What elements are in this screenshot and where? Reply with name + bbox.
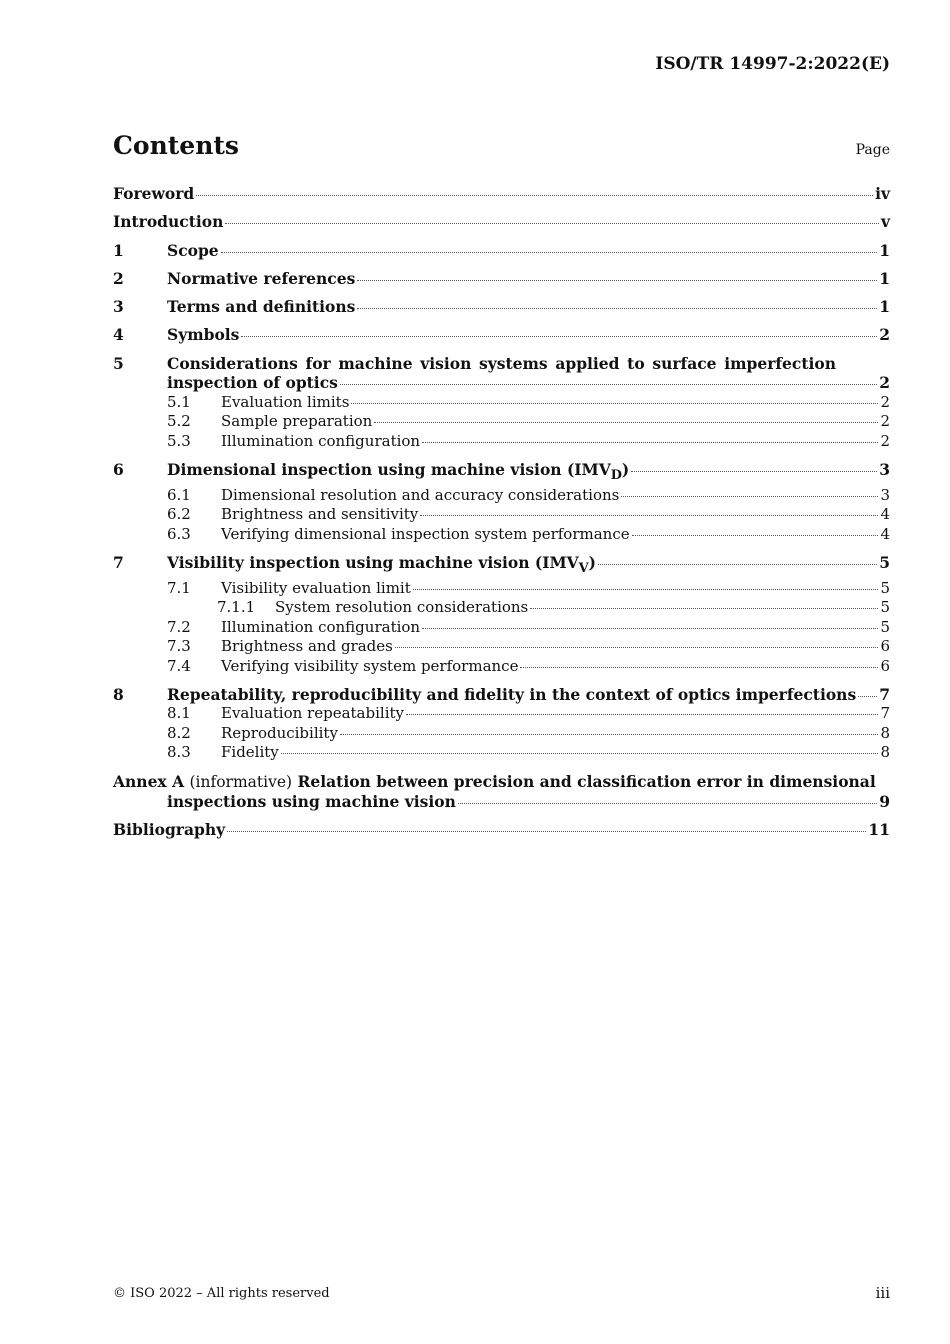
toc-number: 6.3	[167, 524, 191, 543]
toc-number: 8.2	[167, 723, 191, 742]
toc-number: 5	[113, 353, 124, 373]
leader-dots	[520, 666, 878, 668]
annex-info: (informative)	[189, 772, 293, 791]
toc-title: Illumination configuration	[221, 431, 421, 450]
toc-page: 2	[880, 412, 890, 431]
toc-entry-fidelity[interactable]	[113, 743, 890, 763]
toc-title: Foreword	[113, 184, 195, 203]
toc-title: Fidelity	[221, 743, 279, 762]
toc-number: 8	[113, 684, 124, 704]
toc-title	[167, 553, 596, 579]
toc-page: 1	[879, 268, 890, 288]
toc-number: 5.1	[167, 392, 191, 411]
toc-page: 7	[879, 684, 890, 704]
toc-entry-evaluation-repeatability[interactable]	[113, 704, 890, 724]
toc-number: 7.1	[167, 578, 191, 597]
toc-page: 4	[880, 505, 890, 524]
toc-title: Brightness and sensitivity	[221, 505, 419, 524]
toc-title: Introduction	[113, 212, 224, 232]
subscript: V	[578, 561, 589, 577]
toc-number: 5.2	[167, 412, 191, 431]
toc-number: 8.3	[167, 743, 191, 762]
leader-dots	[227, 830, 866, 832]
subscript: D	[610, 468, 622, 484]
toc-number: 2	[113, 268, 124, 288]
annex-title: Relation between precision and classification error in dimensional	[297, 771, 876, 791]
toc-entry-annex-a-cont[interactable]	[113, 792, 890, 812]
toc-entry-introduction[interactable]	[113, 212, 890, 232]
toc-number: 6.1	[167, 485, 191, 504]
toc-number: 7.4	[167, 656, 191, 675]
leader-dots	[631, 470, 877, 472]
toc-title-line1	[113, 772, 876, 793]
leader-dots	[406, 713, 878, 715]
toc-number: 4	[113, 325, 124, 345]
toc-entry-illumination-configuration[interactable]	[113, 432, 890, 452]
toc-entry-illumination-configuration-7[interactable]	[113, 618, 890, 638]
table-of-contents	[113, 184, 890, 840]
leader-dots	[458, 802, 877, 804]
toc-title: Evaluation repeatability	[221, 704, 404, 723]
toc-title: Brightness and grades	[221, 637, 393, 656]
leader-dots	[221, 251, 878, 253]
leader-dots	[413, 588, 879, 590]
leader-dots	[196, 194, 873, 196]
toc-title: Terms and definitions	[167, 297, 356, 317]
toc-page: 8	[880, 723, 890, 742]
toc-title: Illumination configuration	[221, 617, 421, 636]
toc-title: Visibility evaluation limit	[221, 578, 411, 597]
toc-title-close: )	[588, 552, 596, 572]
leader-dots	[357, 279, 877, 281]
leader-dots	[530, 607, 878, 609]
toc-page: 2	[879, 373, 890, 393]
toc-title: Verifying dimensional inspection system performance	[221, 524, 630, 543]
toc-number: 6.2	[167, 505, 191, 524]
leader-dots	[422, 627, 878, 629]
leader-dots	[422, 441, 878, 443]
toc-title: Sample preparation	[221, 412, 373, 431]
toc-number: 1	[113, 240, 124, 260]
toc-number: 3	[113, 297, 124, 317]
toc-title: Scope	[167, 240, 219, 260]
toc-title-text: Dimensional inspection using machine vision (IMV	[167, 460, 611, 480]
toc-title: Reproducibility	[221, 723, 338, 742]
leader-dots	[374, 421, 878, 423]
leader-dots	[241, 335, 877, 337]
toc-entry-bibliography[interactable]	[113, 820, 890, 840]
toc-title: Repeatability, reproducibility and fidelity in the context of optics imperfections	[167, 684, 857, 704]
toc-entry-dimensional-resolution[interactable]	[113, 486, 890, 506]
toc-number: 8.1	[167, 704, 191, 723]
toc-entry-reproducibility[interactable]	[113, 724, 890, 744]
toc-title: Dimensional resolution and accuracy considerations	[221, 485, 620, 504]
toc-entry-brightness-grades[interactable]	[113, 637, 890, 657]
contents-title: Contents	[113, 131, 240, 160]
toc-entry-considerations-cont[interactable]	[113, 373, 890, 393]
leader-dots	[281, 752, 879, 754]
toc-page: 5	[880, 617, 890, 636]
toc-page: 5	[880, 578, 890, 597]
page-number: iii	[875, 1284, 890, 1302]
toc-title: System resolution considerations	[275, 598, 529, 617]
toc-title: Symbols	[167, 325, 240, 345]
toc-title: Evaluation limits	[221, 392, 350, 411]
toc-entry-brightness-sensitivity[interactable]	[113, 505, 890, 525]
toc-page: 9	[879, 792, 890, 812]
toc-title: Normative references	[167, 268, 356, 288]
toc-title: Verifying visibility system performance	[221, 656, 519, 675]
toc-number: 5.3	[167, 431, 191, 450]
toc-number: 7.3	[167, 637, 191, 656]
toc-entry-visibility-inspection[interactable]	[113, 553, 890, 579]
document-id: ISO/TR 14997-2:2022(E)	[655, 54, 890, 74]
page-column-label: Page	[855, 142, 890, 158]
toc-entry-verifying-visibility[interactable]	[113, 657, 890, 677]
leader-dots	[395, 646, 879, 648]
toc-entry-repeatability[interactable]	[113, 685, 890, 705]
toc-entry-terms-and-definitions[interactable]	[113, 297, 890, 317]
leader-dots	[351, 402, 878, 404]
leader-dots	[420, 514, 878, 516]
toc-page: 2	[879, 325, 890, 345]
toc-page: 5	[880, 598, 890, 617]
toc-page: 2	[880, 392, 890, 411]
toc-page: 6	[880, 637, 890, 656]
toc-number: 7	[113, 552, 124, 572]
toc-page: 3	[879, 460, 890, 480]
toc-page: 4	[880, 524, 890, 543]
toc-page: v	[880, 212, 890, 232]
toc-entry-system-resolution[interactable]	[113, 598, 890, 618]
toc-entry-normative-references[interactable]	[113, 269, 890, 289]
toc-page: 1	[879, 297, 890, 317]
toc-page: 2	[880, 431, 890, 450]
leader-dots	[621, 495, 878, 497]
leader-dots	[598, 563, 877, 565]
toc-page: 3	[880, 485, 890, 504]
toc-entry-sample-preparation[interactable]	[113, 412, 890, 432]
toc-entry-scope[interactable]	[113, 241, 890, 261]
toc-entry-annex-a[interactable]	[113, 772, 890, 793]
toc-entry-visibility-evaluation-limit[interactable]	[113, 579, 890, 599]
toc-entry-foreword[interactable]	[113, 184, 890, 204]
toc-entry-verifying-dimensional[interactable]	[113, 525, 890, 545]
toc-page: 11	[868, 820, 890, 840]
toc-title	[167, 460, 629, 486]
annex-prefix: Annex A	[113, 771, 185, 791]
leader-dots	[340, 733, 879, 735]
toc-number: 7.1.1	[217, 598, 256, 617]
toc-entry-considerations[interactable]	[113, 354, 890, 374]
leader-dots	[340, 383, 877, 385]
toc-title-line2: inspection of optics	[167, 373, 338, 393]
toc-title-close: )	[621, 460, 630, 480]
leader-dots	[858, 695, 877, 697]
toc-page: 6	[880, 656, 890, 675]
toc-entry-dimensional-inspection[interactable]	[113, 460, 890, 486]
toc-title-line2: inspections using machine vision	[167, 792, 456, 812]
toc-title: Bibliography	[113, 820, 226, 840]
toc-page: 7	[880, 704, 890, 723]
leader-dots	[225, 222, 879, 224]
leader-dots	[357, 307, 877, 309]
toc-entry-symbols[interactable]	[113, 325, 890, 345]
toc-page: 1	[879, 240, 890, 260]
toc-entry-evaluation-limits[interactable]	[113, 393, 890, 413]
toc-page: 8	[880, 743, 890, 762]
toc-title-line1: Considerations for machine vision systems applied to surface imperfection	[167, 353, 836, 373]
leader-dots	[632, 534, 879, 536]
copyright-notice: © ISO 2022 – All rights reserved	[113, 1286, 330, 1301]
toc-page: 5	[879, 552, 890, 572]
toc-number: 7.2	[167, 617, 191, 636]
toc-page: iv	[875, 184, 890, 203]
toc-number: 6	[113, 460, 124, 480]
toc-title-text: Visibility inspection using machine vision (IMV	[167, 552, 579, 572]
